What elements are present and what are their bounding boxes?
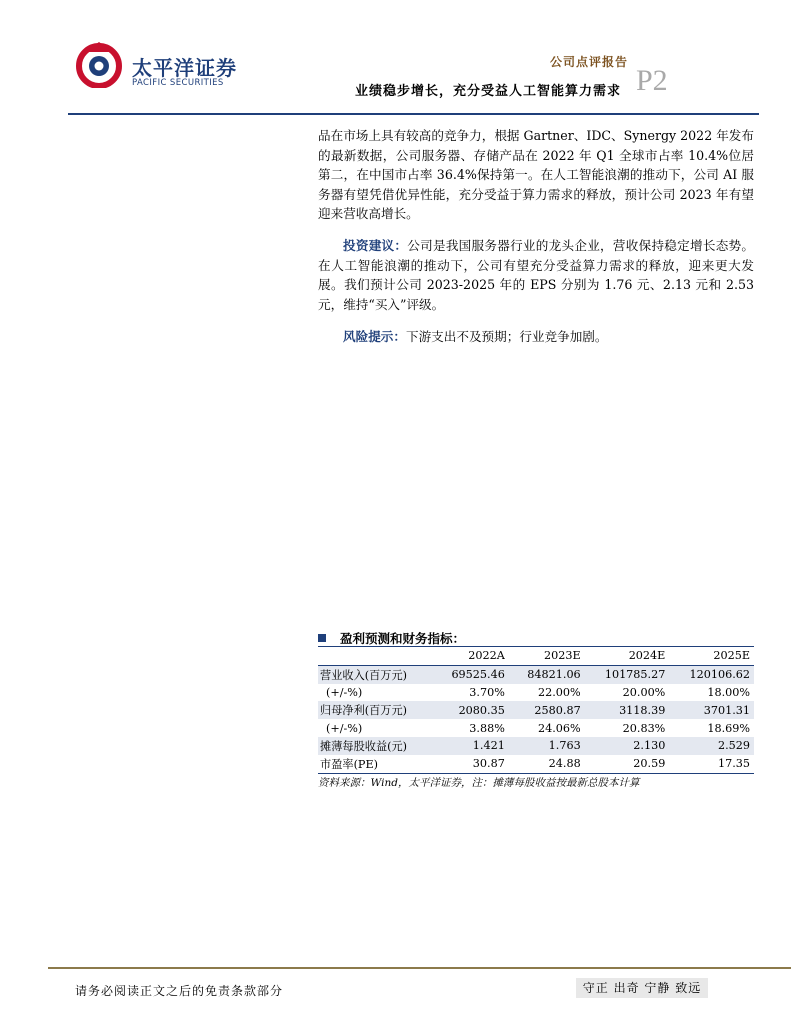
- risk-warning-paragraph: [318, 327, 754, 347]
- header-cell: 2023E: [509, 647, 585, 666]
- table-cell: 3.70%: [469, 685, 505, 699]
- table-cell: 3.88%: [469, 721, 505, 735]
- header-divider: [68, 113, 759, 115]
- table-cell: 1.421: [433, 737, 509, 755]
- table-row: [318, 755, 754, 773]
- table-cell: 2.529: [669, 737, 754, 755]
- table-row: [318, 737, 754, 755]
- footer-divider: [48, 967, 791, 969]
- table-cell: 3118.39: [585, 701, 670, 719]
- body-paragraph-1: 品在市场上具有较高的竞争力，根据 Gartner、IDC、Synergy 2022 年发布的最新数据，公司服务器、存储产品在 2022 年 Q1 全球市占率 10.4%位居第二，在中国市占率 36.4%保持第一。在人工智能浪潮的推动下，公司 AI 服务器有望凭借优异性能，充分受益于算力需求的释放，预计公司 2023 年有望迎来营收高增长。: [318, 128, 754, 221]
- table-cell: 17.35: [669, 755, 754, 773]
- brand-name-en: PACIFIC SECURITIES: [132, 78, 224, 88]
- table-cell: 2080.35: [433, 701, 509, 719]
- table-cell: 18.00%: [707, 685, 750, 699]
- table-cell: 20.83%: [622, 721, 666, 735]
- table-cell: 101785.27: [585, 665, 670, 683]
- risk-warning-text: 下游支出不及预期；行业竞争加剧。: [405, 329, 608, 344]
- header-cell: [318, 647, 433, 666]
- disclaimer-note: 请务必阅读正文之后的免责条款部分: [75, 984, 284, 998]
- square-bullet-icon: [318, 634, 326, 642]
- table-cell: 2.130: [585, 737, 670, 755]
- table-cell: 2580.87: [509, 701, 585, 719]
- table-row: [318, 701, 754, 719]
- row-label: (+/-%): [326, 721, 363, 735]
- header-cell: 2024E: [585, 647, 670, 666]
- investment-advice-text: 公司是我国服务器行业的龙头企业，营收保持稳定增长态势。在人工智能浪潮的推动下，公司有望充分受益算力需求的释放，迎来更大发展。我们预计公司 2023-2025 年的 EPS 分别为 1.76 元、2.13 元和 2.53 元，维持“买入”评级。: [318, 238, 755, 312]
- company-motto: 守正 出奇 宁静 致远: [576, 978, 708, 998]
- brand-name-cn: 太平洋证券: [132, 56, 237, 80]
- table-cell: 20.00%: [622, 685, 666, 699]
- table-row: [318, 684, 754, 702]
- risk-warning-label: 风险提示：: [343, 329, 406, 344]
- table-row: [318, 665, 754, 683]
- header-cell: 2022A: [433, 647, 509, 666]
- table-title: 盈利预测和财务指标：: [318, 629, 465, 647]
- report-type: 公司点评报告: [549, 55, 628, 69]
- header-cell: 2025E: [669, 647, 754, 666]
- row-label: 营业收入(百万元): [318, 665, 433, 683]
- table-cell: 20.59: [585, 755, 670, 773]
- row-label: 摊薄每股收益(元): [318, 737, 433, 755]
- investment-advice-paragraph: [318, 236, 754, 314]
- table-cell: 120106.62: [669, 665, 754, 683]
- table-cell: 3701.31: [669, 701, 754, 719]
- company-logo-icon: [75, 40, 123, 88]
- row-label: (+/-%): [326, 685, 363, 699]
- table-cell: 22.00%: [538, 685, 581, 699]
- table-cell: 30.87: [433, 755, 509, 773]
- table-cell: 24.88: [509, 755, 585, 773]
- page-number: P2: [636, 64, 668, 97]
- table-row: [318, 719, 754, 737]
- table-cell: 18.69%: [707, 721, 750, 735]
- financial-forecast-table: [318, 646, 754, 774]
- row-label: 归母净利(百万元): [318, 701, 433, 719]
- table-cell: 84821.06: [509, 665, 585, 683]
- investment-advice-label: 投资建议：: [343, 238, 408, 253]
- report-title: 业绩稳步增长，充分受益人工智能算力需求: [354, 84, 621, 99]
- table-source-note: 资料来源：Wind，太平洋证券，注：摊薄每股收益按最新总股本计算: [318, 777, 640, 789]
- table-cell: 69525.46: [433, 665, 509, 683]
- table-cell: 1.763: [509, 737, 585, 755]
- row-label: 市盈率(PE): [318, 755, 433, 773]
- table-cell: 24.06%: [538, 721, 581, 735]
- table-header-row: [318, 647, 754, 666]
